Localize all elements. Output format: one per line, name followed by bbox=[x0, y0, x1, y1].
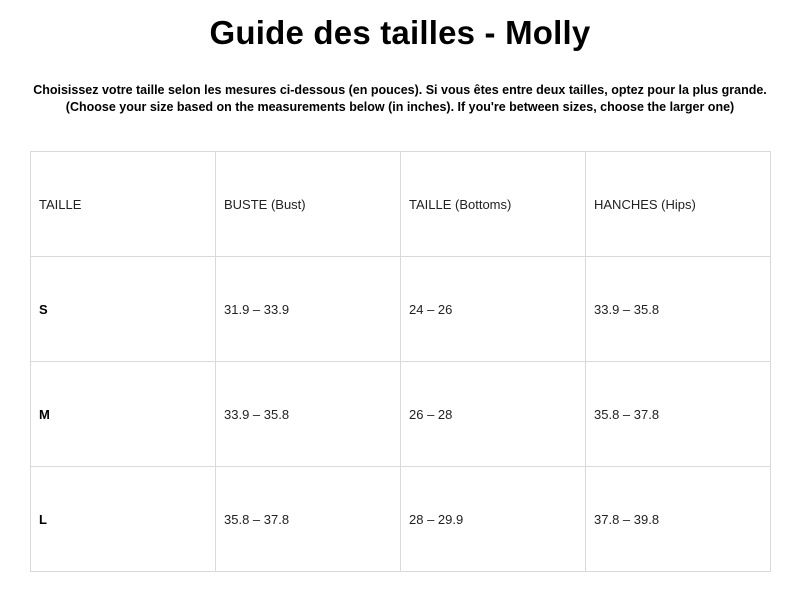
header-size: TAILLE bbox=[31, 152, 216, 257]
hips-cell: 33.9 – 35.8 bbox=[586, 257, 771, 362]
instructions-french: Choisissez votre taille selon les mesures ci-dessous (en pouces). Si vous êtes entre deux tailles, optez pour la plus grande. bbox=[33, 83, 767, 97]
table-row bbox=[31, 257, 771, 362]
bust-cell: 35.8 – 37.8 bbox=[216, 467, 401, 572]
size-guide-instructions bbox=[0, 82, 800, 116]
bust-cell: 31.9 – 33.9 bbox=[216, 257, 401, 362]
table-row bbox=[31, 362, 771, 467]
instructions-english: (Choose your size based on the measurements below (in inches). If you're between sizes, choose the larger one) bbox=[65, 100, 735, 114]
header-bust: BUSTE (Bust) bbox=[216, 152, 401, 257]
header-hips: HANCHES (Hips) bbox=[586, 152, 771, 257]
table-row bbox=[31, 467, 771, 572]
bust-cell: 33.9 – 35.8 bbox=[216, 362, 401, 467]
size-cell: S bbox=[31, 257, 216, 362]
page-title: Guide des tailles - Molly bbox=[209, 14, 591, 51]
hips-cell: 37.8 – 39.8 bbox=[586, 467, 771, 572]
table-header-row bbox=[31, 152, 771, 257]
size-cell: M bbox=[31, 362, 216, 467]
waist-cell: 26 – 28 bbox=[401, 362, 586, 467]
size-chart-table bbox=[30, 151, 771, 572]
size-cell: L bbox=[31, 467, 216, 572]
hips-cell: 35.8 – 37.8 bbox=[586, 362, 771, 467]
waist-cell: 28 – 29.9 bbox=[401, 467, 586, 572]
waist-cell: 24 – 26 bbox=[401, 257, 586, 362]
header-waist: TAILLE (Bottoms) bbox=[401, 152, 586, 257]
